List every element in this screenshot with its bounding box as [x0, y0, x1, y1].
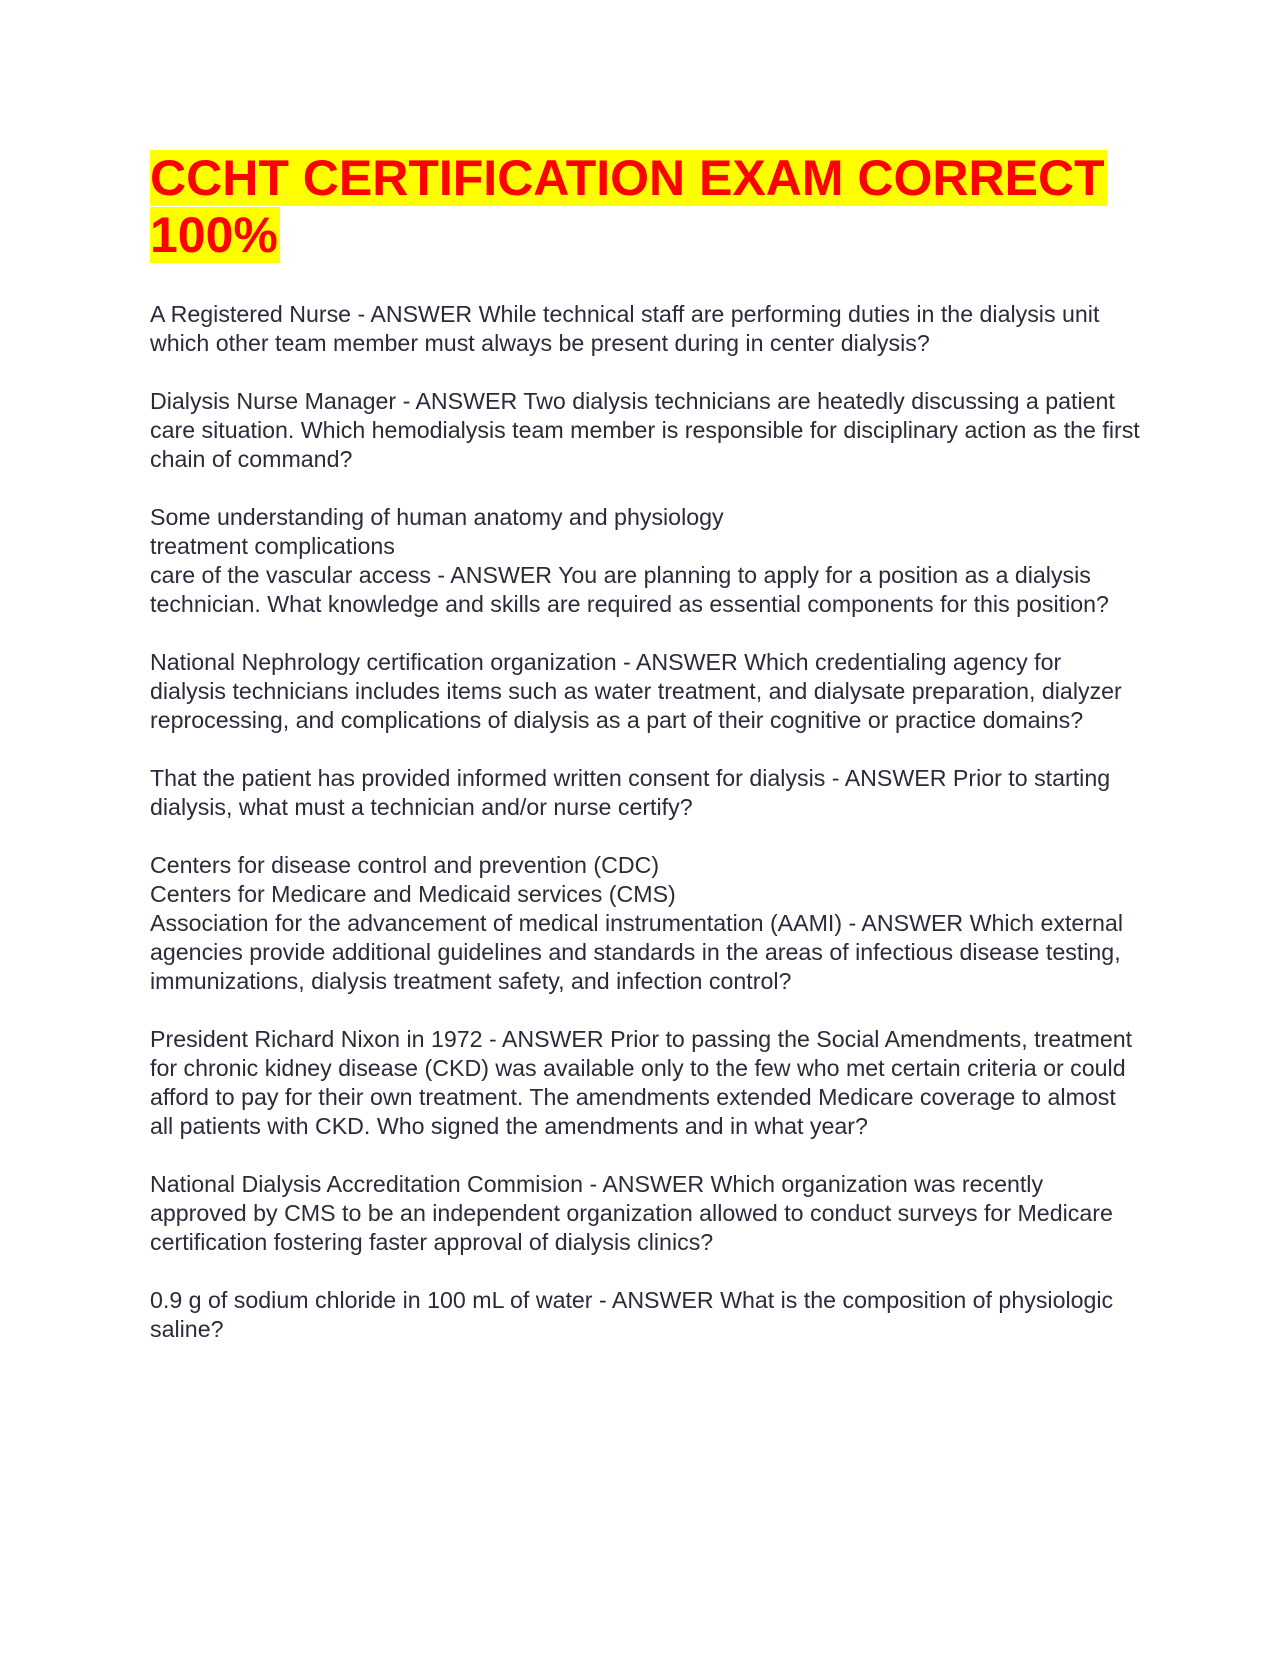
qa-entry-1 — [150, 300, 1140, 358]
qa-entry-7 — [150, 1025, 1140, 1141]
qa-line: treatment complications — [150, 533, 395, 559]
title-highlight: CCHT CERTIFICATION EXAM CORRECT 100% — [150, 150, 1105, 263]
qa-text: Dialysis Nurse Manager - ANSWER Two dialysis technicians are heatedly discussing a patient care situation. Which hemodialysis team member is responsible for disciplinary action as the first chain of command? — [150, 388, 1140, 472]
qa-text: President Richard Nixon in 1972 - ANSWER Prior to passing the Social Amendments, treatment for chronic kidney disease (CKD) was available only to the few who met certain criteria or could afford to pay for their own treatment. The amendments extended Medicare coverage to almost all patients with CKD. Who signed the amendments and in what year? — [150, 1026, 1133, 1139]
qa-line: Centers for Medicare and Medicaid services (CMS) — [150, 881, 676, 907]
qa-text: A Registered Nurse - ANSWER While technical staff are performing duties in the dialysis unit which other team member must always be present during in center dialysis? — [150, 301, 1100, 356]
qa-text: care of the vascular access - ANSWER You are planning to apply for a position as a dialysis technician. What knowledge and skills are required as essential components for this position? — [150, 562, 1109, 617]
qa-text: National Nephrology certification organization - ANSWER Which credentialing agency for dialysis technicians includes items such as water treatment, and dialysate preparation, dialyzer reprocessing, and complications of dialysis as a part of their cognitive or practice domains? — [150, 649, 1122, 733]
qa-entry-5 — [150, 764, 1140, 822]
qa-line: Centers for disease control and prevention (CDC) — [150, 852, 660, 878]
qa-entry-3 — [150, 503, 1140, 619]
qa-entry-9 — [150, 1286, 1140, 1344]
qa-text: 0.9 g of sodium chloride in 100 mL of water - ANSWER What is the composition of physiologic saline? — [150, 1287, 1114, 1342]
document-title — [150, 150, 1140, 264]
qa-line: Some understanding of human anatomy and physiology — [150, 504, 724, 530]
qa-entry-6 — [150, 851, 1140, 996]
qa-text: National Dialysis Accreditation Commision - ANSWER Which organization was recently approved by CMS to be an independent organization allowed to conduct surveys for Medicare certification fostering faster approval of dialysis clinics? — [150, 1171, 1113, 1255]
qa-text: Association for the advancement of medical instrumentation (AAMI) - ANSWER Which external agencies provide additional guidelines and standards in the areas of infectious disease testing, immunizations, dialysis treatment safety, and infection control? — [150, 910, 1123, 994]
qa-entry-4 — [150, 648, 1140, 735]
qa-entry-2 — [150, 387, 1140, 474]
document-page — [150, 150, 1140, 1373]
qa-entry-8 — [150, 1170, 1140, 1257]
qa-text: That the patient has provided informed written consent for dialysis - ANSWER Prior to starting dialysis, what must a technician and/or nurse certify? — [150, 765, 1111, 820]
